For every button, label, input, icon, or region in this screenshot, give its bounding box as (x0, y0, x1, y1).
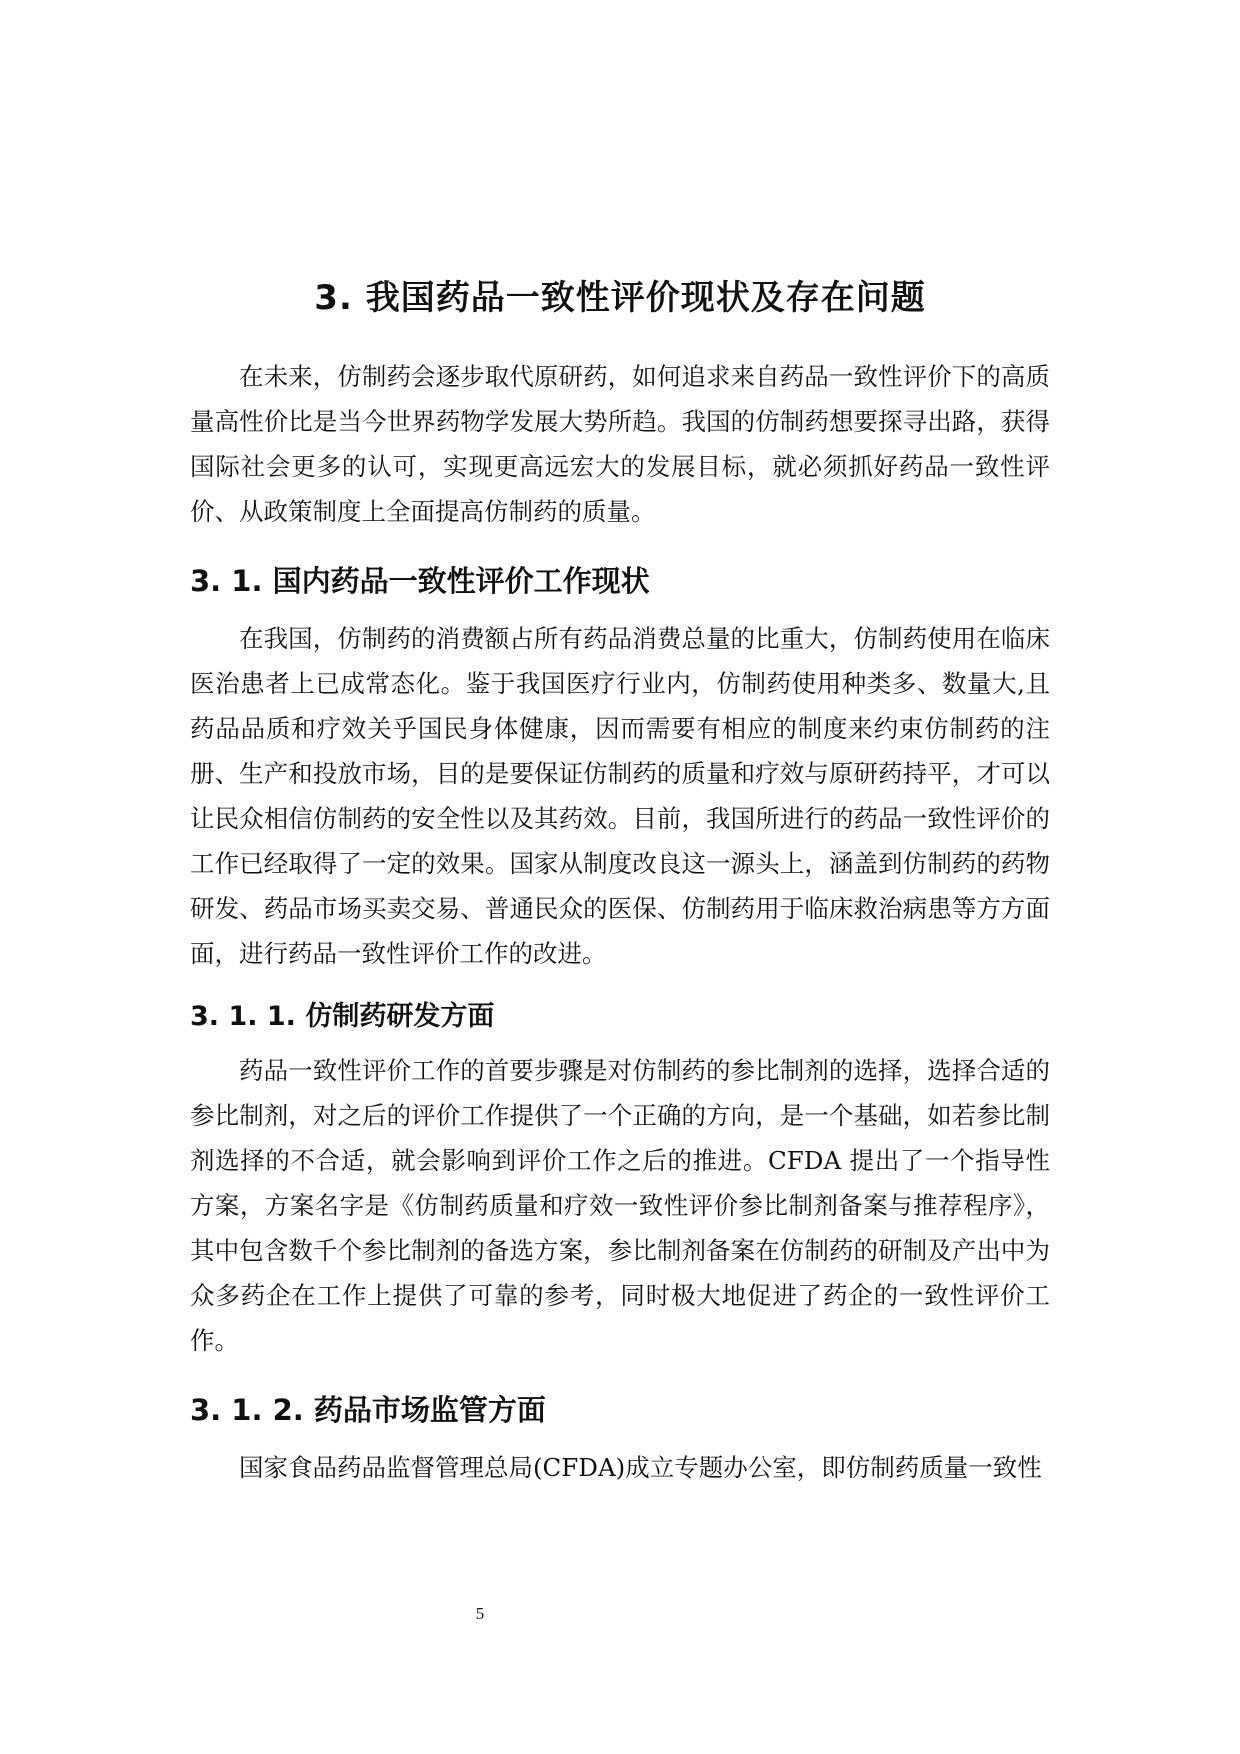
chapter-heading: 3. 我国药品一致性评价现状及存在问题 (314, 278, 926, 318)
intro-paragraph: 在未来，仿制药会逐步取代原研药，如何追求来自药品一致性评价下的高质量高性价比是当今世界药物学发展大势所趋。我国的仿制药想要探寻出路，获得国际社会更多的认可，实现更高远宏大的发展目标，就必须抓好药品一致性评价、从政策制度上全面提高仿制药的质量。 (190, 362, 1050, 526)
section-heading-3-1-2: 3. 1. 2. 药品市场监管方面 (190, 1393, 546, 1427)
page-number: 5 (475, 1604, 485, 1623)
section-paragraph-3-1-1: 药品一致性评价工作的首要步骤是对仿制药的参比制剂的选择，选择合适的参比制剂，对之后的评价工作提供了一个正确的方向，是一个基础，如若参比制剂选择的不合适，就会影响到评价工作之后的推进。CFDA 提出了一个指导性方案，方案名字是《仿制药质量和疗效一致性评价参比制剂备案与推荐程序》，其中包含数千个参比制剂的备选方案，参比制剂备案在仿制药的研制及产出中为众多药企在工作上提供了可靠的参考，同时极大地促进了药企的一致性评价工作。 (190, 1056, 1050, 1355)
page-content (190, 268, 1050, 1490)
section-paragraph-3-1: 在我国，仿制药的消费额占所有药品消费总量的比重大，仿制药使用在临床医治患者上已成常态化。鉴于我国医疗行业内，仿制药使用种类多、数量大,且药品品质和疗效关乎国民身体健康，因而需要有相应的制度来约束仿制药的注册、生产和投放市场，目的是要保证仿制药的质量和疗效与原研药持平，才可以让民众相信仿制药的安全性以及其药效。目前，我国所进行的药品一致性评价的工作已经取得了一定的效果。国家从制度改良这一源头上，涵盖到仿制药的药物研发、药品市场买卖交易、普通民众的医保、仿制药用于临床救治病患等方方面面，进行药品一致性评价工作的改进。 (190, 624, 1050, 968)
section-heading-3-1: 3. 1. 国内药品一致性评价工作现状 (190, 564, 650, 598)
section-heading-3-1-1: 3. 1. 1. 仿制药研发方面 (190, 1001, 495, 1032)
section-paragraph-3-1-2: 国家食品药品监督管理总局(CFDA)成立专题办公室，即仿制药质量一致性 (239, 1453, 1042, 1482)
